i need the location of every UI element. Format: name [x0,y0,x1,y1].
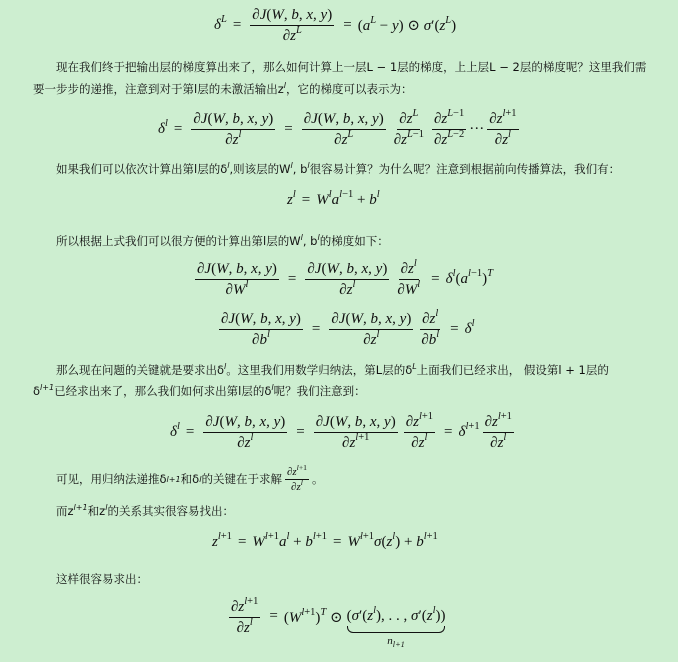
paragraph-induction [56,361,609,380]
text-span: 要一步步的递推，注意到对于第l层的未激活输出z [33,82,284,96]
text-span: 的梯度如下： [319,234,389,248]
text-span: 。这里我们用数学归纳法，第L层的δ [226,363,413,377]
underbrace-sub: l+1 [392,640,405,650]
equation-chain-rule-delta-l: $\delta^l$ = $\frac{\partial J(W, b, x, y)}{\partial z^l}$ = $\frac{\partial J(W, b, x, y)}{\partial z^L}$ $\frac{\partial z^L}{\partial z^{L-1}}$ $\frac{\partial z^{L-1}}{\partial z^{L-2}}$ ··· $\frac{\partial z^{l+1}}{\partial z^l}$ [158,108,517,148]
text-sup: l [227,160,230,170]
inline-fraction: $\frac{\partial z^{l+1}}{\partial z^l}$ [286,463,307,493]
equation-gradient-w: $\frac{\partial J(W, b, x, y)}{\partial W^l}$ = $\frac{\partial J(W, b, x, y)}{\partial z^l}$ $\frac{\partial z^l}{\partial W^l}$ = $\delta^l(a^{l-1})^T$ [197,258,493,298]
text-sup: l [105,502,108,512]
text-span: 的关系其实很容易找出： [107,504,234,518]
paragraph-recursion-intro [56,58,646,77]
equation-delta-recursion: $\delta^l$ = $\frac{\partial J(W, b, x, y)}{\partial z^l}$ = $\frac{\partial J(W, b, x, y)}{\partial z^{l+1}}$ $\frac{\partial z^{l+1}}{\partial z^l}$ = $\delta^{l+1}$ $\frac{\partial z^{l+1}}{\partial z^l}$ [170,411,512,451]
text-span: ，它的梯度可以表示为： [285,82,413,96]
text-line: 现在我们终于把输出层的梯度算出来了，那么如何计算上一层L − 1层的梯度，上上层L − 2层的梯度呢？这里我们需 [56,60,647,74]
underbrace-label: n [387,635,393,647]
text-sup: l [317,232,320,242]
text-sup: l [283,80,286,90]
paragraph-gradient-w-b [56,232,389,251]
paragraph-result [56,570,148,589]
paragraph-compute-weights [56,160,620,179]
text-span: δ [33,384,41,398]
text-sup: L [412,361,417,371]
underbrace: ($\sigma'(z^l)$, . . , $\sigma'(z^l)$) $n_{l+1}$ [346,605,446,650]
text-sup: l [224,361,227,371]
text-span: 上面我们已经求出， 假设第l + 1层的 [416,363,609,377]
text-span: , b [302,234,318,248]
text-span: 所以根据上式我们可以很方便的计算出第l层的W [56,234,301,248]
equation-output-layer-delta: $\delta^L$ = $\frac{\partial J(W, b, x, y)}{\partial z^L}$ = $(a^L - y)$ ⊙ $\sigma'(z^L)$ [214,7,457,44]
text-sup: l+1 [40,382,55,392]
equation-z-relation: $z^{l+1}$ = $W^{l+1}a^l + b^{l+1}$ = $W^{l+1}\sigma(z^l) + b^{l+1}$ [212,531,438,550]
text-span: ,则该层的W [229,162,291,176]
text-span: 很容易计算？为什么呢？注意到根据前向传播算法，我们有： [309,162,621,176]
text-span: 如果我们可以依次计算出第l层的δ [56,162,228,176]
text-sup: l+1 [166,474,181,484]
text-sup: l [199,474,202,484]
text-span: 。 [312,472,324,486]
text-span: 呢？我们注意到： [273,384,366,398]
equation-z-derivative: $\frac{\partial z^{l+1}}{\partial z^l}$ = $(W^{l+1})^T$ ⊙ ($\sigma'(z^l)$, . . , $\sigma'(z^l)$) $n_{l+1}$ [231,596,446,650]
text-sup: l [307,160,310,170]
text-span: , b [292,162,308,176]
equation-gradient-b: $\frac{\partial J(W, b, x, y)}{\partial b^l}$ = $\frac{\partial J(W, b, x, y)}{\partial z^l}$ $\frac{\partial z^l}{\partial b^l}$ = $\delta^l$ [221,308,475,348]
paragraph-relation [56,502,234,521]
paragraph-recursion-intro-line2 [33,80,412,99]
text-span: 而z [56,504,74,518]
text-sup: l+1 [73,502,88,512]
text-span: 和z [87,504,106,518]
text-span: 的关键在于求解 [201,472,282,486]
text-span: 已经求出来了，那么我们如何求出第l层的δ [54,384,272,398]
text-span: 那么现在问题的关键就是要求出δ [56,363,225,377]
text-sup: l [290,160,293,170]
paragraph-induction-line2 [33,382,366,401]
paragraph-key-insight [56,463,324,493]
text-sup: l [271,382,274,392]
text-span: 这样很容易求出： [56,572,148,586]
text-sup: l [300,232,303,242]
text-span: 和δ [180,472,200,486]
text-span: 可见，用归纳法递推δ [56,472,167,486]
equation-forward-propagation: $z^l$ = $W^la^{l-1} + b^l$ [287,189,380,208]
